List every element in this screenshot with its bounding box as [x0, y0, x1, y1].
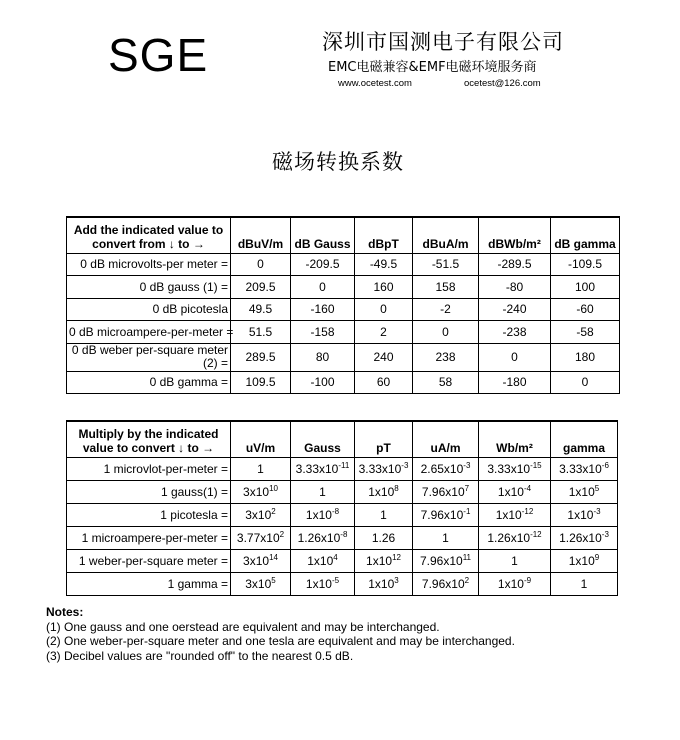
mult-cell-mantissa: 1x10: [567, 508, 594, 522]
mult-cell-exponent: 8: [394, 484, 399, 493]
db-table-row: [67, 298, 620, 321]
mult-cell-exponent: -3: [401, 461, 409, 470]
notes-heading: Notes:: [46, 605, 84, 619]
mult-cell-mantissa: 1x10: [368, 485, 395, 499]
db-cell: -58: [551, 321, 620, 344]
db-header-row: [67, 217, 620, 253]
mult-cell-exponent: -3: [463, 461, 471, 470]
mult-cell-mantissa: 1x10: [568, 554, 595, 568]
db-cell: -158: [291, 321, 355, 344]
note-3: (3) Decibel values are "rounded off" to the nearest 0.5 dB.: [46, 648, 354, 663]
mult-cell-exponent: 12: [392, 553, 401, 562]
db-cell: -180: [479, 371, 551, 394]
db-column-header: dBuA/m: [413, 217, 479, 253]
note-1: (1) One gauss and one oerstead are equivalent and may be interchanged.: [46, 619, 440, 634]
mult-cell-mantissa: 1x10: [495, 508, 522, 522]
mult-column-header: Gauss: [291, 421, 355, 457]
db-conversion-table: [66, 216, 620, 394]
mult-cell-exponent: 3: [394, 576, 399, 585]
db-cell: 49.5: [231, 298, 291, 321]
mult-cell-mantissa: 1x10: [305, 508, 332, 522]
mult-cell: [355, 503, 413, 526]
mult-cell: [479, 549, 551, 572]
db-cell: -60: [551, 298, 620, 321]
mult-cell-mantissa: 3x10: [245, 508, 272, 522]
db-cell: -80: [479, 276, 551, 299]
mult-cell-mantissa: 1x10: [305, 577, 332, 591]
mult-cell: [231, 457, 291, 480]
mult-cell-mantissa: 1.26x10: [487, 531, 531, 545]
db-cell: 160: [355, 276, 413, 299]
mult-cell-mantissa: 7.96x10: [421, 485, 465, 499]
mult-cell-mantissa: 1x10: [568, 485, 595, 499]
db-cell: 0: [479, 343, 551, 371]
mult-cell: [479, 572, 551, 595]
mult-corner-label: Multiply by the indicated value to convert ↓ to →: [67, 421, 231, 457]
db-row-label: 0 dB weber per-square meter (2) =: [67, 343, 231, 371]
mult-cell-exponent: -12: [521, 507, 534, 516]
mult-column-header: gamma: [551, 421, 618, 457]
mult-row-label: 1 microvlot-per-meter =: [67, 457, 231, 480]
mult-cell-exponent: -11: [338, 461, 350, 470]
mult-cell: [355, 457, 413, 480]
mult-cell: [355, 549, 413, 572]
mult-cell-exponent: 5: [594, 484, 600, 493]
mult-cell: [551, 480, 618, 503]
mult-cell-exponent: 2: [279, 530, 285, 539]
mult-cell: [291, 526, 355, 549]
company-tagline: EMC电磁兼容&EMF电磁环境服务商: [328, 60, 537, 75]
mult-cell-exponent: -4: [523, 484, 532, 493]
db-row-label: 0 dB gauss (1) =: [67, 276, 231, 299]
mult-cell: [231, 503, 291, 526]
mult-cell-mantissa: 1x10: [307, 554, 334, 568]
mult-cell-mantissa: 1: [257, 461, 264, 476]
mult-column-header: pT: [355, 421, 413, 457]
mult-cell-exponent: -8: [331, 507, 340, 516]
note-2: (2) One weber-per-square meter and one tesla are equivalent and may be interchanged.: [46, 634, 515, 648]
mult-cell-mantissa: 7.96x10: [419, 554, 463, 568]
mult-cell-mantissa: 1x10: [497, 577, 524, 591]
mult-cell: [231, 526, 291, 549]
mult-cell-exponent: -1: [463, 507, 471, 516]
db-row-label: 0 dB picotesla: [67, 298, 231, 321]
mult-cell-mantissa: 2.65x10: [420, 462, 464, 476]
mult-cell: [355, 480, 413, 503]
mult-cell: [413, 572, 479, 595]
db-cell: 209.5: [231, 276, 291, 299]
mult-cell: [231, 480, 291, 503]
mult-column-header: uV/m: [231, 421, 291, 457]
db-table-row: [67, 253, 620, 276]
mult-row-label: 1 gauss(1) =: [67, 480, 231, 503]
mult-cell-exponent: 10: [269, 484, 278, 493]
notes: [46, 605, 515, 663]
mult-cell-exponent: 2: [464, 576, 470, 585]
mult-cell-exponent: -8: [340, 530, 348, 539]
mult-cell: [551, 457, 618, 480]
mult-cell-exponent: -6: [601, 461, 609, 470]
mult-cell-mantissa: 1.26x10: [559, 531, 602, 545]
mult-cell-exponent: -3: [601, 530, 609, 539]
mult-cell: [291, 549, 355, 572]
mult-table-row: [67, 549, 618, 572]
mult-table-row: [67, 457, 618, 480]
mult-cell-mantissa: 1x10: [368, 577, 395, 591]
mult-cell-exponent: -12: [530, 530, 542, 539]
website[interactable]: www.ocetest.com: [338, 78, 412, 89]
mult-cell-exponent: -9: [523, 576, 532, 585]
mult-cell: [551, 503, 618, 526]
db-cell: 80: [291, 343, 355, 371]
db-row-label: 0 dB gamma =: [67, 371, 231, 394]
mult-cell-mantissa: 1.26: [371, 530, 396, 545]
mult-table-row: [67, 572, 618, 595]
mult-row-label: 1 picotesla =: [67, 503, 231, 526]
db-cell: 238: [413, 343, 479, 371]
mult-cell-mantissa: 1: [442, 530, 449, 545]
mult-cell: [413, 480, 479, 503]
mult-cell-mantissa: 1x10: [366, 554, 393, 568]
mult-table-row: [67, 526, 618, 549]
db-column-header: dBWb/m²: [479, 217, 551, 253]
db-table-row: [67, 276, 620, 299]
mult-cell: [479, 503, 551, 526]
db-column-header: dB gamma: [551, 217, 620, 253]
mult-cell-exponent: 14: [269, 553, 278, 562]
mult-cell: [291, 503, 355, 526]
db-column-header: dB Gauss: [291, 217, 355, 253]
mult-cell: [291, 480, 355, 503]
mult-cell-mantissa: 7.96x10: [421, 577, 465, 591]
db-column-header: dBuV/m: [231, 217, 291, 253]
db-cell: 2: [355, 321, 413, 344]
mult-cell: [551, 526, 618, 549]
db-cell: 0: [355, 298, 413, 321]
mult-cell: [413, 503, 479, 526]
mult-cell-mantissa: 3.77x10: [236, 531, 280, 545]
company-name: 深圳市国测电子有限公司: [322, 30, 564, 54]
db-cell: -109.5: [551, 253, 620, 276]
mult-cell: [355, 526, 413, 549]
document-title: 磁场转换系数: [272, 150, 404, 174]
mult-cell: [413, 457, 479, 480]
mult-cell-exponent: 2: [271, 507, 276, 516]
mult-cell: [479, 526, 551, 549]
mult-cell: [479, 480, 551, 503]
db-cell: 0: [231, 253, 291, 276]
mult-table-row: [67, 480, 618, 503]
db-table-row: [67, 321, 620, 344]
mult-column-header: uA/m: [413, 421, 479, 457]
mult-cell: [231, 549, 291, 572]
db-cell: 109.5: [231, 371, 291, 394]
mult-header-row: [67, 421, 618, 457]
db-row-label: 0 dB microvolts-per meter =: [67, 253, 231, 276]
mult-cell: [355, 572, 413, 595]
multiplier-conversion-table: [66, 420, 618, 596]
db-cell: 180: [551, 343, 620, 371]
mult-cell: [551, 549, 618, 572]
mult-cell-mantissa: 1: [511, 553, 518, 568]
db-corner-label: Add the indicated value to convert from ↓ to →: [67, 217, 231, 253]
mult-cell-mantissa: 7.96x10: [420, 508, 464, 522]
db-cell: 60: [355, 371, 413, 394]
email[interactable]: ocetest@126.com: [464, 78, 541, 89]
mult-cell-exponent: 9: [594, 553, 600, 562]
mult-cell-mantissa: 3x10: [245, 577, 272, 591]
db-cell: -160: [291, 298, 355, 321]
mult-cell-mantissa: 1: [319, 484, 326, 499]
mult-column-header: Wb/m²: [479, 421, 551, 457]
mult-cell-exponent: -15: [530, 461, 542, 470]
db-cell: 0: [551, 371, 620, 394]
mult-cell: [291, 457, 355, 480]
db-cell: -209.5: [291, 253, 355, 276]
mult-cell: [551, 572, 618, 595]
db-cell: -240: [479, 298, 551, 321]
db-cell: 51.5: [231, 321, 291, 344]
mult-row-label: 1 microampere-per-meter =: [67, 526, 231, 549]
logo: SGE: [108, 29, 209, 81]
mult-cell-exponent: -3: [593, 507, 601, 516]
db-cell: 100: [551, 276, 620, 299]
mult-cell-mantissa: 1: [580, 576, 588, 591]
mult-cell: [413, 526, 479, 549]
mult-cell: [413, 549, 479, 572]
mult-cell-mantissa: 3.33x10: [295, 462, 339, 476]
db-cell: -289.5: [479, 253, 551, 276]
db-cell: 0: [291, 276, 355, 299]
db-cell: 240: [355, 343, 413, 371]
mult-cell-mantissa: 3.33x10: [358, 462, 402, 476]
db-table-row: [67, 371, 620, 394]
mult-cell: [291, 572, 355, 595]
db-cell: 0: [413, 321, 479, 344]
mult-cell-exponent: 5: [271, 576, 276, 585]
db-cell: -49.5: [355, 253, 413, 276]
mult-cell-exponent: 7: [464, 484, 470, 493]
db-cell: 158: [413, 276, 479, 299]
db-table-row: [67, 343, 620, 371]
mult-row-label: 1 weber-per-square meter =: [67, 549, 231, 572]
db-cell: -2: [413, 298, 479, 321]
mult-cell-exponent: 11: [462, 553, 471, 562]
mult-cell-mantissa: 3x10: [243, 485, 270, 499]
mult-table-row: [67, 503, 618, 526]
db-cell: -51.5: [413, 253, 479, 276]
mult-cell-exponent: -5: [331, 576, 340, 585]
mult-cell-mantissa: 1x10: [497, 485, 524, 499]
mult-cell-mantissa: 1.26x10: [297, 531, 341, 545]
mult-cell-mantissa: 3x10: [243, 554, 270, 568]
mult-row-label: 1 gamma =: [67, 572, 231, 595]
mult-cell: [479, 457, 551, 480]
mult-cell-mantissa: 3.33x10: [487, 462, 531, 476]
mult-cell-exponent: 4: [333, 553, 338, 562]
db-cell: 289.5: [231, 343, 291, 371]
mult-cell-mantissa: 1: [380, 507, 387, 522]
db-cell: -238: [479, 321, 551, 344]
mult-cell-mantissa: 3.33x10: [559, 462, 602, 476]
db-row-label: 0 dB microampere-per-meter =: [67, 321, 231, 344]
db-column-header: dBpT: [355, 217, 413, 253]
db-cell: 58: [413, 371, 479, 394]
db-cell: -100: [291, 371, 355, 394]
mult-cell: [231, 572, 291, 595]
